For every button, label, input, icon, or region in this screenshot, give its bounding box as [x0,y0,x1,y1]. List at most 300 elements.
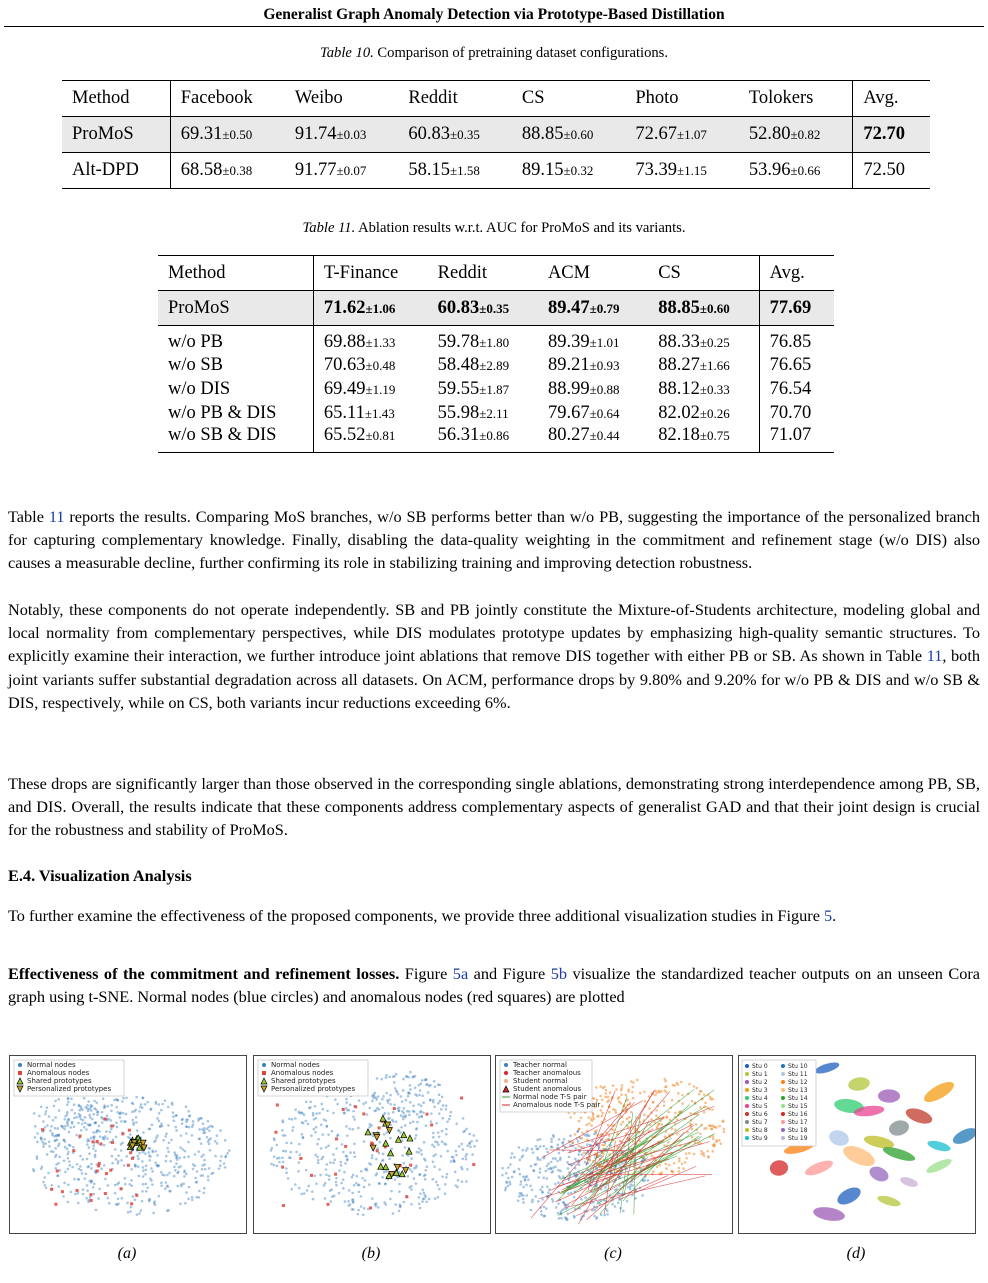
teacher-normal-point [539,1138,542,1141]
normal-node-point [433,1165,436,1168]
normal-node-point [137,1165,140,1168]
teacher-normal-point [546,1177,549,1180]
anomalous-node-point [472,1163,475,1166]
teacher-normal-point [554,1157,557,1160]
normal-node-point [100,1167,103,1170]
normal-node-point [352,1174,355,1177]
normal-node-point [315,1126,318,1129]
normal-node-point [84,1122,87,1125]
normal-node-point [381,1106,384,1109]
teacher-normal-point [591,1140,594,1143]
normal-node-point [67,1157,70,1160]
normal-node-point [465,1158,468,1161]
anomalous-node-point [376,1149,379,1152]
normal-node-point [303,1192,306,1195]
normal-node-point [375,1098,378,1101]
teacher-normal-point [559,1177,562,1180]
table11-caption [0,220,988,237]
normal-node-point [78,1115,81,1118]
normal-node-point [347,1200,350,1203]
normal-node-point [72,1146,75,1149]
teacher-normal-point [511,1176,514,1179]
normal-node-point [275,1144,278,1147]
normal-node-point [73,1103,76,1106]
normal-node-point [418,1196,421,1199]
teacher-normal-point [557,1212,560,1215]
normal-node-point [110,1104,113,1107]
normal-node-point [48,1145,51,1148]
normal-node-point [204,1168,207,1171]
teacher-normal-point [539,1158,542,1161]
normal-node-point [141,1160,144,1163]
normal-node-point [54,1116,57,1119]
teacher-anomalous-point [723,1131,726,1134]
teacher-normal-point [513,1156,516,1159]
teacher-anomalous-point [709,1096,712,1099]
legend-label: Shared prototypes [271,1077,336,1085]
teacher-anomalous-point [665,1115,668,1118]
normal-node-point [123,1177,126,1180]
normal-node-point [412,1075,415,1078]
normal-node-point [429,1098,432,1101]
teacher-normal-point [560,1210,563,1213]
anomalous-node-point [334,1173,337,1176]
table10-row [62,153,930,189]
avg-cell: 76.65 [769,354,812,375]
legend-marker [504,1063,508,1067]
normal-node-point [336,1103,339,1106]
tsne-plot-c [496,1056,732,1233]
anomalous-node-point [97,1164,100,1167]
normal-node-point [411,1170,414,1173]
teacher-normal-point [537,1158,540,1161]
normal-node-point [412,1120,415,1123]
teacher-normal-point [535,1145,538,1148]
normal-node-point [160,1181,163,1184]
table11-caption-label: Table 11. [302,220,356,236]
normal-node-point [352,1110,355,1113]
value-cell: 73.39±1.15 [635,160,707,180]
normal-node-point [191,1199,194,1202]
normal-node-point [45,1186,48,1189]
teacher-normal-point [563,1138,566,1141]
paragraph-interdependence: These drops are significantly larger than those observed in the corresponding single ablations, demonstrating strong interdependence among PB, SB, and DIS. Overall, the results indicate that these components address complementary aspects of generalist GAD and that their joint design is crucial for the robustness and stability of ProMoS. [8,774,980,840]
teacher-anomalous-point [569,1116,572,1119]
normal-node-point [390,1190,393,1193]
teacher-normal-point [536,1139,539,1142]
teacher-anomalous-point [587,1116,590,1119]
normal-node-point [298,1187,301,1190]
normal-node-point [419,1089,422,1092]
teacher-anomalous-point [578,1120,581,1123]
anomalous-node-point [104,1117,107,1120]
normal-node-point [164,1181,167,1184]
figure-ref-link[interactable]: 5a [452,964,469,983]
normal-node-point [418,1151,421,1154]
teacher-normal-point [524,1176,527,1179]
teacher-anomalous-point [603,1144,606,1147]
teacher-anomalous-point [718,1139,721,1142]
normal-node-point [144,1173,147,1176]
normal-node-point [460,1166,463,1169]
normal-node-point [358,1190,361,1193]
normal-node-point [322,1108,325,1111]
normal-node-point [434,1086,437,1089]
student-cluster [827,1128,851,1148]
legend-marker [781,1112,785,1116]
teacher-normal-point [545,1147,548,1150]
normal-node-point [295,1151,298,1154]
legend-label: Stu 8 [752,1127,768,1134]
teacher-normal-point [586,1133,589,1136]
normal-node-point [324,1197,327,1200]
normal-node-point [80,1107,83,1110]
normal-node-point [63,1182,66,1185]
teacher-normal-point [522,1194,525,1197]
normal-node-point [371,1197,374,1200]
normal-node-point [404,1146,407,1149]
normal-node-point [175,1162,178,1165]
normal-node-point [92,1144,95,1147]
value-cell: 60.83±0.35 [398,117,511,153]
anomalous-node-point [128,1129,131,1132]
method-cell: ProMoS [62,117,170,153]
teacher-anomalous-point [608,1111,611,1114]
normal-node-point [111,1162,114,1165]
table10-header: Tolokers [739,81,853,117]
normal-node-point [408,1110,411,1113]
normal-node-point [348,1128,351,1131]
normal-node-point [415,1164,418,1167]
teacher-anomalous-point [607,1096,610,1099]
normal-node-point [401,1139,404,1142]
normal-node-point [57,1174,60,1177]
teacher-anomalous-point [681,1102,684,1105]
normal-node-point [228,1149,231,1152]
normal-node-point [435,1122,438,1125]
normal-node-point [407,1095,410,1098]
normal-node-point [120,1159,123,1162]
teacher-normal-point [591,1209,594,1212]
normal-node-point [399,1205,402,1208]
teacher-anomalous-point [572,1141,575,1144]
teacher-normal-point [573,1215,576,1218]
normal-node-point [145,1164,148,1167]
normal-node-point [282,1161,285,1164]
normal-node-point [289,1151,292,1154]
teacher-anomalous-point [713,1143,716,1146]
normal-node-point [385,1076,388,1079]
student-cluster [878,1089,900,1103]
normal-node-point [398,1106,401,1109]
teacher-anomalous-point [695,1123,698,1126]
teacher-anomalous-point [615,1088,618,1091]
normal-node-point [353,1184,356,1187]
legend-label: Stu 0 [752,1063,768,1070]
normal-node-point [469,1145,472,1148]
normal-node-point [146,1186,149,1189]
normal-node-point [185,1132,188,1135]
anomalous-node-point [56,1170,59,1173]
normal-node-point [163,1174,166,1177]
normal-node-point [94,1155,97,1158]
legend-marker [745,1104,749,1108]
legend-label: Stu 3 [752,1087,768,1094]
normal-node-point [298,1143,301,1146]
normal-node-point [451,1156,454,1159]
legend-label: Anomalous nodes [271,1069,334,1077]
normal-node-point [142,1166,145,1169]
anomalous-node-point [362,1112,365,1115]
normal-node-point [379,1141,382,1144]
normal-node-point [79,1165,82,1168]
table11-header: CS [648,256,759,291]
normal-node-point [50,1150,53,1153]
normal-node-point [473,1145,476,1148]
teacher-normal-point [506,1181,509,1184]
anomalous-node-point [299,1157,302,1160]
normal-node-point [115,1136,118,1139]
normal-node-point [398,1190,401,1193]
normal-node-point [168,1190,171,1193]
anomalous-node-point [430,1123,433,1126]
legend-label: Stu 6 [752,1111,768,1118]
legend-marker [745,1120,749,1124]
normal-node-point [323,1184,326,1187]
normal-node-point [64,1171,67,1174]
normal-node-point [387,1118,390,1121]
teacher-anomalous-point [574,1133,577,1136]
normal-node-point [63,1159,66,1162]
normal-node-point [445,1108,448,1111]
normal-node-point [441,1175,444,1178]
normal-node-point [148,1147,151,1150]
value-cell: 68.58±0.38 [180,160,253,180]
normal-node-point [316,1156,319,1159]
normal-node-point [105,1130,108,1133]
normal-node-point [358,1099,361,1102]
method-cell: w/o DIS [158,377,313,401]
normal-node-point [185,1121,188,1124]
normal-node-point [67,1168,70,1171]
value-cell: 69.31±0.50 [170,117,285,153]
normal-node-point [102,1136,105,1139]
normal-node-point [127,1211,130,1214]
normal-node-point [314,1174,317,1177]
normal-node-point [382,1153,385,1156]
teacher-anomalous-point [577,1145,580,1148]
teacher-normal-point [510,1156,513,1159]
normal-node-point [340,1161,343,1164]
normal-node-point [308,1107,311,1110]
normal-node-point [358,1184,361,1187]
teacher-anomalous-point [703,1093,706,1096]
normal-node-point [301,1133,304,1136]
teacher-normal-point [611,1203,614,1206]
teacher-anomalous-point [673,1162,676,1165]
normal-node-point [401,1100,404,1103]
normal-node-point [90,1163,93,1166]
paragraph-visualization-intro: To further examine the effectiveness of the proposed components, we provide three additional visualization studies in Figure 5. [8,906,837,925]
teacher-anomalous-point [578,1128,581,1131]
figure-ref-link[interactable]: 5b [550,964,567,983]
teacher-normal-point [545,1165,548,1168]
normal-node-point [131,1111,134,1114]
table-ref-link[interactable]: 11 [48,507,65,526]
normal-node-point [423,1191,426,1194]
normal-node-point [320,1147,323,1150]
teacher-normal-point [558,1138,561,1141]
value-cell: 88.12±0.33 [648,377,759,401]
normal-node-point [156,1154,159,1157]
normal-node-point [352,1128,355,1131]
teacher-normal-point [525,1184,528,1187]
normal-node-point [418,1084,421,1087]
normal-node-point [351,1176,354,1179]
table11-header: ACM [538,256,648,291]
anomalous-node-point [50,1188,53,1191]
teacher-normal-point [501,1174,504,1177]
normal-node-point [388,1076,391,1079]
anomalous-node-point [425,1113,428,1116]
figure-ref-link[interactable]: 5 [824,906,833,925]
normal-node-point [389,1198,392,1201]
normal-node-point [48,1140,51,1143]
normal-node-point [182,1182,185,1185]
normal-node-point [194,1153,197,1156]
normal-node-point [187,1110,190,1113]
normal-node-point [120,1120,123,1123]
normal-node-point [185,1125,188,1128]
normal-node-point [140,1209,143,1212]
normal-node-point [179,1165,182,1168]
normal-node-point [420,1153,423,1156]
legend-marker [781,1064,785,1068]
normal-node-point [288,1156,291,1159]
personalized-prototype-marker [374,1134,380,1140]
normal-node-point [97,1197,100,1200]
normal-node-point [449,1111,452,1114]
normal-node-point [302,1122,305,1125]
normal-node-point [111,1155,114,1158]
normal-node-point [437,1131,440,1134]
normal-node-point [432,1155,435,1158]
normal-node-point [285,1167,288,1170]
normal-node-point [63,1118,66,1121]
normal-node-point [138,1152,141,1155]
normal-node-point [371,1157,374,1160]
method-cell: w/o PB [158,326,313,354]
normal-node-point [475,1139,478,1142]
normal-node-point [64,1115,67,1118]
normal-node-point [82,1193,85,1196]
teacher-anomalous-point [712,1150,715,1153]
normal-node-point [389,1137,392,1140]
teacher-anomalous-point [681,1163,684,1166]
normal-node-point [171,1102,174,1105]
method-cell: w/o PB & DIS [158,401,313,425]
normal-node-point [444,1183,447,1186]
teacher-anomalous-point [703,1154,706,1157]
normal-node-point [151,1124,154,1127]
teacher-anomalous-point [601,1098,604,1101]
teacher-normal-point [567,1204,570,1207]
normal-node-point [44,1126,47,1129]
normal-node-point [317,1138,320,1141]
legend-marker [18,1071,22,1075]
student-cluster [840,1142,877,1170]
teacher-normal-point [537,1200,540,1203]
normal-node-point [175,1114,178,1117]
normal-node-point [136,1213,139,1216]
normal-node-point [137,1155,140,1158]
legend-marker [262,1071,266,1075]
normal-node-point [165,1160,168,1163]
normal-node-point [167,1150,170,1153]
normal-node-point [117,1198,120,1201]
normal-node-point [444,1192,447,1195]
normal-node-point [418,1203,421,1206]
teacher-normal-point [511,1152,514,1155]
normal-node-point [332,1153,335,1156]
normal-node-point [346,1159,349,1162]
normal-node-point [151,1170,154,1173]
normal-node-point [36,1132,39,1135]
table10-header: Facebook [170,81,285,117]
normal-node-point [121,1197,124,1200]
anomalous-node-point [111,1141,114,1144]
normal-node-point [349,1104,352,1107]
normal-node-point [409,1088,412,1091]
normal-node-point [106,1197,109,1200]
normal-node-point [377,1095,380,1098]
teacher-normal-point [542,1145,545,1148]
normal-node-point [317,1162,320,1165]
normal-node-point [369,1123,372,1126]
normal-node-point [419,1192,422,1195]
normal-node-point [93,1193,96,1196]
normal-node-point [186,1118,189,1121]
normal-node-point [436,1184,439,1187]
normal-node-point [380,1078,383,1081]
teacher-normal-point [586,1143,589,1146]
normal-node-point [363,1140,366,1143]
normal-node-point [166,1185,169,1188]
anomalous-node-point [393,1107,396,1110]
normal-node-point [142,1151,145,1154]
normal-node-point [391,1119,394,1122]
normal-node-point [160,1171,163,1174]
normal-node-point [90,1180,93,1183]
table-ref-link[interactable]: 11 [926,646,943,666]
teacher-normal-point [558,1217,561,1220]
normal-node-point [273,1164,276,1167]
normal-node-point [103,1144,106,1147]
teacher-normal-point [550,1167,553,1170]
teacher-anomalous-point [643,1114,646,1117]
normal-node-point [322,1156,325,1159]
teacher-normal-point [555,1206,558,1209]
normal-node-point [131,1102,134,1105]
normal-node-point [116,1126,119,1129]
normal-node-point [66,1120,69,1123]
teacher-anomalous-point [711,1124,714,1127]
normal-node-point [400,1095,403,1098]
normal-node-point [331,1130,334,1133]
normal-node-point [343,1112,346,1115]
teacher-normal-point [564,1216,567,1219]
normal-node-point [374,1203,377,1206]
